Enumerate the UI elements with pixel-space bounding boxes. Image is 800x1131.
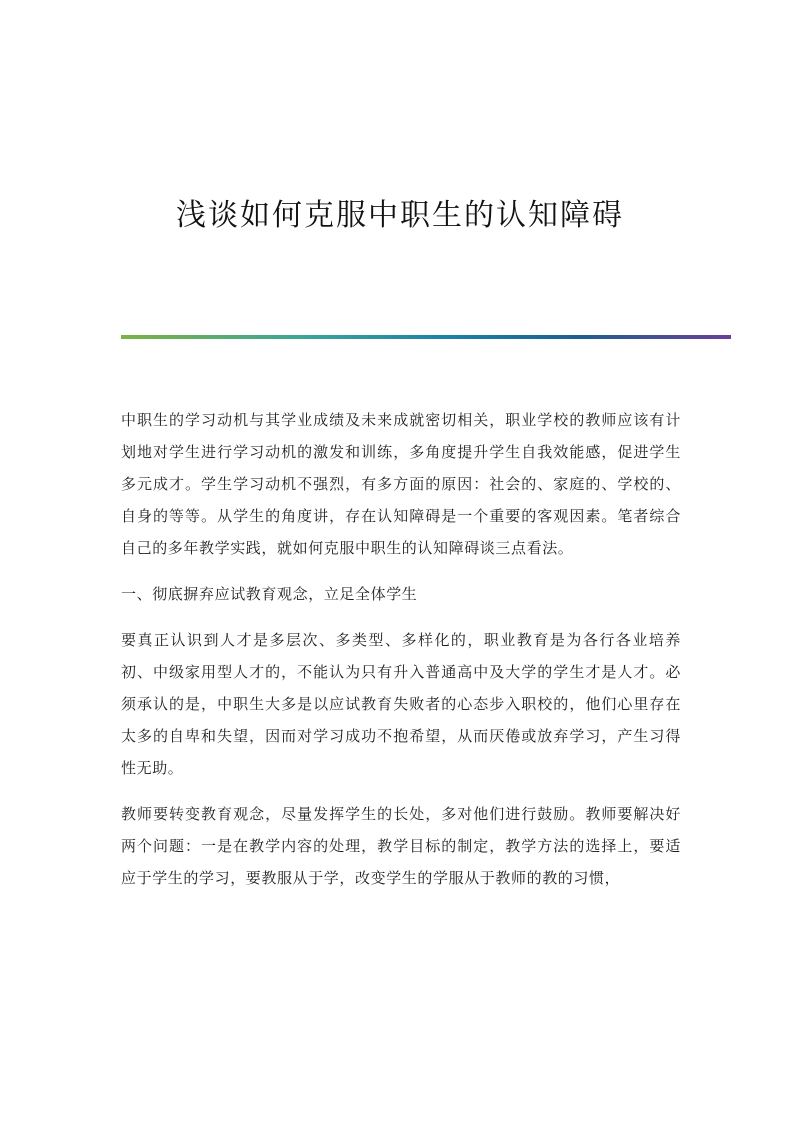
section-heading-1: 一、彻底摒弃应试教育观念，立足全体学生 bbox=[121, 585, 418, 603]
paragraph-intro: 中职生的学习动机与其学业成绩及未来成就密切相关，职业学校的教师应该有计划地对学生进行学习动机的激发和训练，多角度提升学生自我效能感，促进学生多元成才。学生学习动机不强烈，有多方面的原因：社会的、家庭的、学校的、自身的等等。从学生的角度讲，存在认知障碍是一个重要的客观因素。笔者综合自己的多年教学实践，就如何克服中职生的认知障碍谈三点看法。 bbox=[121, 411, 681, 557]
title-divider bbox=[121, 335, 731, 339]
paragraph-teacher: 教师要转变教育观念，尽量发挥学生的长处，多对他们进行鼓励。教师要解决好两个问题：一是在教学内容的处理，教学目标的制定，教学方法的选择上，要适应于学生的学习，要教服从于学，改变学生的学服从于教师的教的习惯， bbox=[121, 805, 681, 887]
paragraph-talent: 要真正认识到人才是多层次、多类型、多样化的，职业教育是为各行各业培养初、中级家用型人才的，不能认为只有升入普通高中及大学的学生才是人才。必须承认的是，中职生大多是以应试教育失败者的心态步入职校的，他们心里存在太多的自卑和失望，因而对学习成功不抱希望，从而厌倦或放弃学习，产生习得性无助。 bbox=[121, 631, 681, 777]
document-body bbox=[121, 404, 681, 908]
document-title: 浅谈如何克服中职生的认知障碍 bbox=[176, 198, 624, 233]
